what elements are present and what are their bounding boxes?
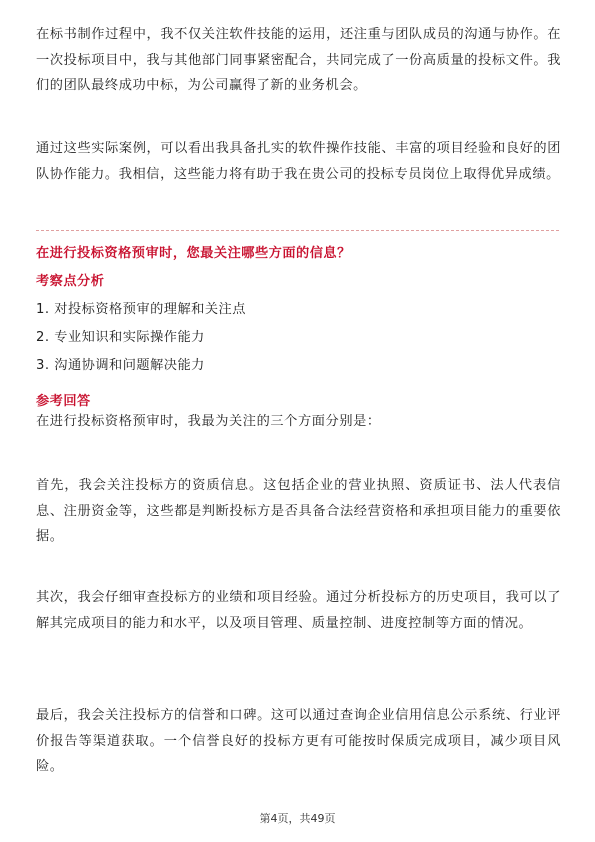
answer-paragraph-performance: 其次，我会仔细审查投标方的业绩和项目经验。通过分析投标方的历史项目，我可以了解其完成项目的能力和水平，以及项目管理、质量控制、进度控制等方面的情况。	[36, 590, 561, 631]
analysis-heading: 考察点分析	[36, 274, 105, 289]
answer-intro: 在进行投标资格预审时，我最为关注的三个方面分别是：	[36, 414, 381, 429]
section-divider	[36, 230, 559, 231]
paragraph-summary: 通过这些实际案例，可以看出我具备扎实的软件操作技能、丰富的项目经验和良好的团队协作能力。我相信，这些能力将有助于我在贵公司的投标专员岗位上取得优异成绩。	[36, 141, 561, 182]
page-number: 第4页，共49页	[259, 812, 336, 825]
answer-heading: 参考回答	[36, 394, 91, 409]
analysis-item: 3. 沟通协调和问题解决能力	[36, 358, 205, 373]
analysis-item: 2. 专业知识和实际操作能力	[36, 330, 205, 345]
answer-paragraph-qualification: 首先，我会关注投标方的资质信息。这包括企业的营业执照、资质证书、法人代表信息、注册资金等，这些都是判断投标方是否具备合法经营资格和承担项目能力的重要依据。	[36, 478, 561, 544]
question-title: 在进行投标资格预审时，您最关注哪些方面的信息？	[36, 246, 351, 261]
answer-paragraph-reputation: 最后，我会关注投标方的信誉和口碑。这可以通过查询企业信用信息公示系统、行业评价报告等渠道获取。一个信誉良好的投标方更有可能按时保质完成项目，减少项目风险。	[36, 708, 561, 774]
paragraph-teamwork: 在标书制作过程中，我不仅关注软件技能的运用，还注重与团队成员的沟通与协作。在一次投标项目中，我与其他部门同事紧密配合，共同完成了一份高质量的投标文件。我们的团队最终成功中标，为公司赢得了新的业务机会。	[36, 27, 561, 93]
analysis-item: 1. 对投标资格预审的理解和关注点	[36, 302, 246, 317]
